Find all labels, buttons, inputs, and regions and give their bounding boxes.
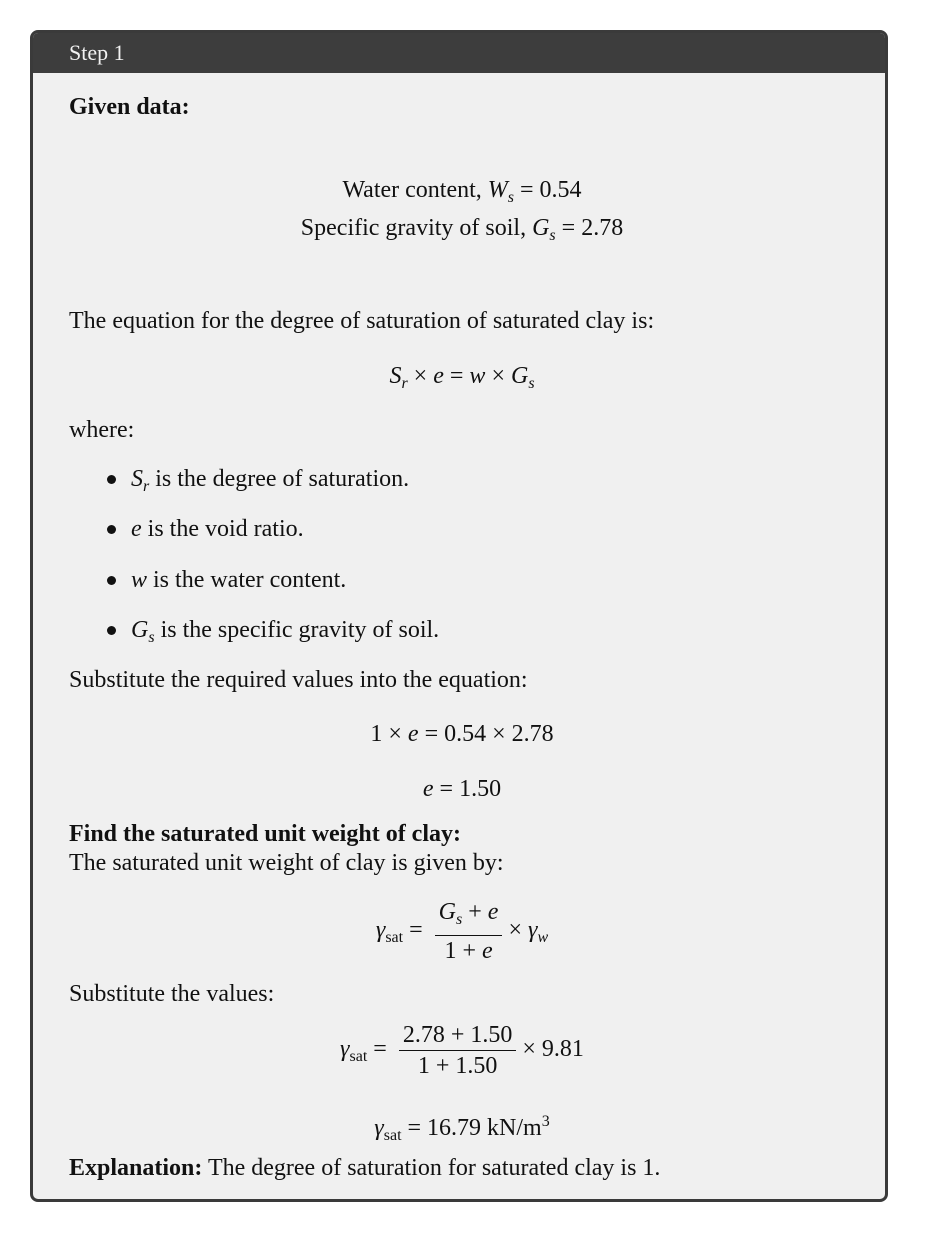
calc-line-2: e = 1.50: [422, 776, 502, 802]
bullet-item-w: w is the water content.: [131, 567, 347, 593]
bullet-dot: [107, 576, 116, 585]
bullet-dot: [107, 475, 116, 484]
bullet-dot: [107, 626, 116, 635]
substituted-fraction: $\frac{2.78 + 1.50}{1 + 1.50}$: [399, 1020, 517, 1081]
bullet-item-sr: $S_r$ is the degree of saturation.: [131, 466, 410, 495]
bullet-item-e: e is the void ratio.: [131, 516, 304, 542]
where-label: where:: [69, 417, 135, 443]
explanation: [69, 1154, 660, 1182]
given-line-1: Water content, $W_s = 0.54$: [342, 177, 582, 206]
bullet-dot: [107, 525, 116, 534]
equation-intro: The equation for the degree of saturation of saturated clay is:: [69, 308, 655, 334]
saturated-heading: Find the saturated unit weight of clay:: [69, 821, 461, 847]
substitute-text-2: Substitute the values:: [69, 981, 275, 1007]
explanation-label: Explanation:: [69, 1155, 203, 1181]
step-header: [33, 33, 885, 73]
step-card: [30, 30, 888, 1202]
saturated-intro: The saturated unit weight of clay is given by:: [69, 850, 504, 876]
explanation-text: The degree of saturation for saturated clay is 1.: [202, 1155, 661, 1181]
bullet-item-gs: $G_s$ is the specific gravity of soil.: [131, 617, 440, 646]
step-title: Step 1: [69, 40, 125, 65]
result-line: $\gamma_{sat} = 16.79$ $kN/m^3$: [374, 1113, 550, 1144]
calc-line-1: 1 × e = 0.54 × 2.78: [370, 721, 554, 747]
substitute-text-1: Substitute the required values into the equation:: [69, 667, 528, 693]
formula-fraction: $\frac{G_s + e}{1 + e}$: [435, 897, 503, 966]
given-heading: Given data:: [69, 94, 190, 120]
saturated-formula: $\gamma_{sat}$ = $\frac{G_s + e}{1 + e}$ × $\gamma_w$: [375, 899, 549, 964]
given-line-2: Specific gravity of soil, $G_s = 2.78$: [300, 215, 624, 244]
equation-formula: $S_r \times e = w \times G_s$: [389, 363, 535, 392]
substituted-formula: $\gamma_{sat}$ = $\frac{2.78 + 1.50}{1 + 1.50}$ × 9.81: [340, 1022, 584, 1079]
